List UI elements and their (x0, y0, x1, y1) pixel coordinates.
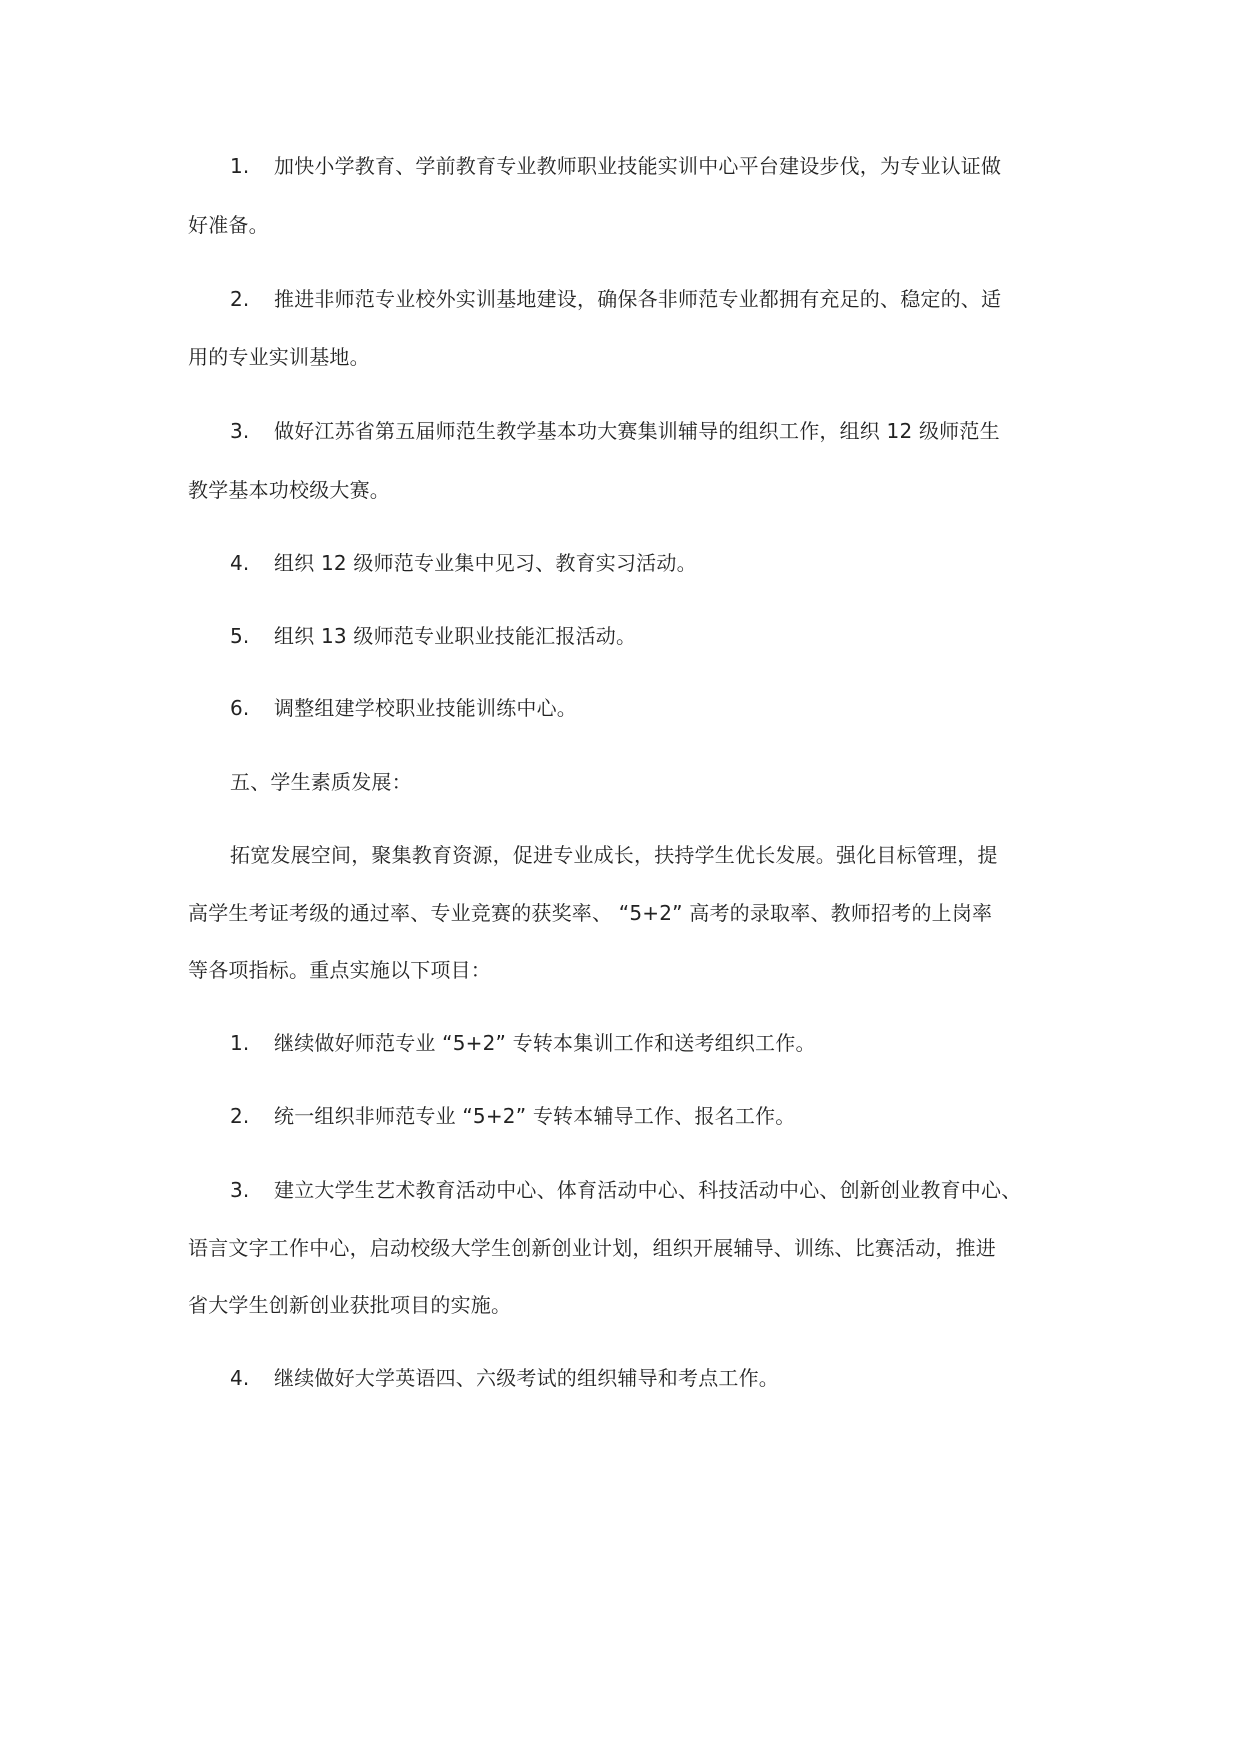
section-intro-line-3: 等各项指标。重点实施以下项目： (188, 958, 491, 982)
list-item-5 (230, 622, 1100, 650)
list-text: 加快小学教育、学前教育专业教师职业技能实训中心平台建设步伐，为专业认证做 (274, 154, 1002, 178)
section5-item-3-continuation-1: 语言文字工作中心，启动校级大学生创新创业计划，组织开展辅导、训练、比赛活动，推进 (188, 1236, 996, 1260)
list-number: 6. (230, 696, 250, 720)
list-text: 做好江苏省第五届师范生教学基本功大赛集训辅导的组织工作，组织 12 级师范生 (274, 419, 1000, 443)
section-intro-line-2: 高学生考证考级的通过率、专业竞赛的获奖率、 “5+2” 高考的录取率、教师招考的上岗率 (188, 901, 993, 925)
list-text: 继续做好大学英语四、六级考试的组织辅导和考点工作。 (274, 1366, 779, 1390)
list-item-2 (230, 285, 1100, 313)
section5-item-3-continuation-2: 省大学生创新创业获批项目的实施。 (188, 1293, 512, 1317)
list-text: 建立大学生艺术教育活动中心、体育活动中心、科技活动中心、创新创业教育中心、 (274, 1178, 1022, 1202)
list-number: 2. (230, 287, 250, 311)
list-text: 推进非师范专业校外实训基地建设，确保各非师范专业都拥有充足的、稳定的、适 (274, 287, 1002, 311)
list-item-3-continuation: 教学基本功校级大赛。 (188, 478, 390, 502)
list-item-1-continuation: 好准备。 (188, 213, 269, 237)
section-intro-line-1: 拓宽发展空间，聚集教育资源，促进专业成长，扶持学生优长发展。强化目标管理，提 (230, 843, 998, 867)
list-text: 继续做好师范专业 “5+2” 专转本集训工作和送考组织工作。 (274, 1031, 816, 1055)
list-text: 组织 13 级师范专业职业技能汇报活动。 (274, 624, 637, 648)
list-item-4 (230, 549, 1100, 577)
list-number: 1. (230, 1031, 250, 1055)
list-number: 1. (230, 154, 250, 178)
list-text: 统一组织非师范专业 “5+2” 专转本辅导工作、报名工作。 (274, 1104, 796, 1128)
list-number: 4. (230, 1366, 250, 1390)
section5-item-3 (230, 1176, 1100, 1204)
list-text: 调整组建学校职业技能训练中心。 (274, 696, 577, 720)
list-text: 组织 12 级师范专业集中见习、教育实习活动。 (274, 551, 697, 575)
list-number: 2. (230, 1104, 250, 1128)
section5-item-4 (230, 1364, 1100, 1392)
section5-item-2 (230, 1102, 1100, 1130)
list-number: 3. (230, 419, 250, 443)
list-number: 5. (230, 624, 250, 648)
list-item-1 (230, 152, 1100, 180)
list-number: 4. (230, 551, 250, 575)
section-heading: 五、学生素质发展： (230, 770, 412, 794)
list-item-3 (230, 417, 1100, 445)
list-number: 3. (230, 1178, 250, 1202)
section5-item-1 (230, 1029, 1100, 1057)
list-item-2-continuation: 用的专业实训基地。 (188, 345, 370, 369)
list-item-6 (230, 694, 1100, 722)
